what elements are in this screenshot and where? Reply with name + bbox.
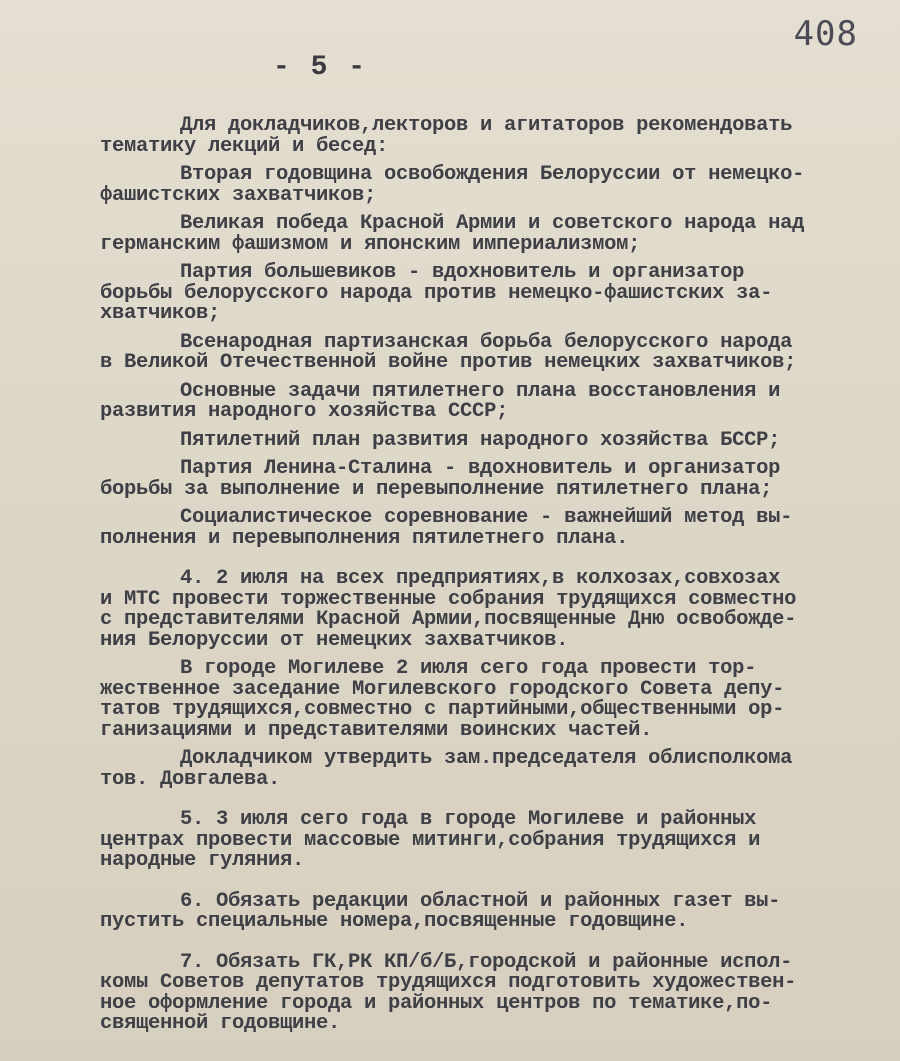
paragraph (100, 810, 890, 872)
text-line: Великая победа Красной Армии и советского народа над (180, 212, 805, 235)
paragraph (100, 889, 890, 933)
paragraph (100, 749, 890, 790)
paragraph (100, 165, 890, 206)
text-line: Для докладчиков,лекторов и агитаторов рекомендовать (180, 114, 793, 137)
text-line: борьбы за выполнение и перевыполнение пятилетнего плана; (100, 477, 773, 501)
text-line: 5. 3 июля сего года в городе Могилеве и районных (180, 808, 757, 831)
paragraph (100, 330, 890, 374)
text-line: полнения и перевыполнения пятилетнего плана. (100, 526, 629, 550)
archive-page-number: 408 (793, 14, 858, 54)
paragraph (100, 116, 890, 157)
paragraph (100, 659, 890, 741)
text-line: ное оформление города и районных центров по тематике,по- (100, 991, 773, 1015)
text-line: Докладчиком утвердить зам.председателя облисполкома (180, 747, 793, 770)
text-line: Вторая годовщина освобождения Белоруссии от немецко- (180, 163, 805, 186)
text-line: народные гуляния. (100, 849, 305, 872)
text-line: В городе Могилеве 2 июля сего года провести тор- (180, 657, 757, 680)
text-line: хватчиков; (100, 302, 221, 325)
text-line: Пятилетний план развития народного хозяйства БССР; (180, 428, 781, 452)
document-body (100, 116, 890, 1043)
text-line: 6. Обязать редакции областной и районных газет вы- (180, 889, 781, 913)
text-line: Всенародная партизанская борьба белорусского народа (180, 330, 793, 354)
text-line: германским фашизмом и японским империализмом; (100, 232, 641, 256)
text-line: пустить специальные номера,посвященные годовщине. (100, 910, 689, 933)
page-number: - 5 - (272, 52, 367, 83)
text-line: ганизациями и представителями воинских частей. (100, 718, 653, 742)
paragraph (100, 950, 890, 1035)
text-line: Основные задачи пятилетнего плана восстановления и (180, 379, 781, 403)
paragraph (100, 428, 890, 452)
text-line: Партия Ленина-Сталина - вдохновитель и организатор (180, 457, 781, 480)
paragraph (100, 263, 890, 325)
text-line: центрах провести массовые митинги,собрания трудящихся и (100, 828, 761, 852)
text-line: священной годовщине. (100, 1012, 341, 1035)
text-line: тов. Довгалева. (100, 767, 281, 791)
text-line: развития народного хозяйства СССР; (100, 400, 509, 423)
text-line: татов трудящихся,совместно с партийными,общественными ор- (100, 698, 785, 721)
text-line: Социалистическое соревнование - важнейший метод вы- (180, 506, 793, 529)
text-line: комы Советов депутатов трудящихся подготовить художествен- (100, 971, 797, 994)
text-line: фашистских захватчиков; (100, 183, 377, 207)
text-line: в Великой Отечественной войне против немецких захватчиков; (100, 351, 797, 374)
text-line: с представителями Красной Армии,посвященные Дню освобожде- (100, 608, 797, 631)
text-line: жественное заседание Могилевского городского Совета депу- (100, 677, 785, 701)
text-line: ния Белоруссии от немецких захватчиков. (100, 628, 569, 652)
paragraph (100, 508, 890, 549)
paragraph (100, 379, 890, 423)
paragraph (100, 459, 890, 500)
text-line: тематику лекций и бесед: (100, 134, 389, 158)
text-line: борьбы белорусского народа против немецко-фашистских за- (100, 281, 773, 305)
paragraph (100, 569, 890, 651)
paragraph (100, 214, 890, 255)
text-line: и МТС провести торжественные собрания трудящихся совместно (100, 587, 797, 611)
text-line: 4. 2 июля на всех предприятиях,в колхозах,совхозах (180, 567, 781, 590)
text-line: 7. Обязать ГК,РК КП/б/Б,городской и районные испол- (180, 950, 793, 974)
text-line: Партия большевиков - вдохновитель и организатор (180, 261, 745, 284)
